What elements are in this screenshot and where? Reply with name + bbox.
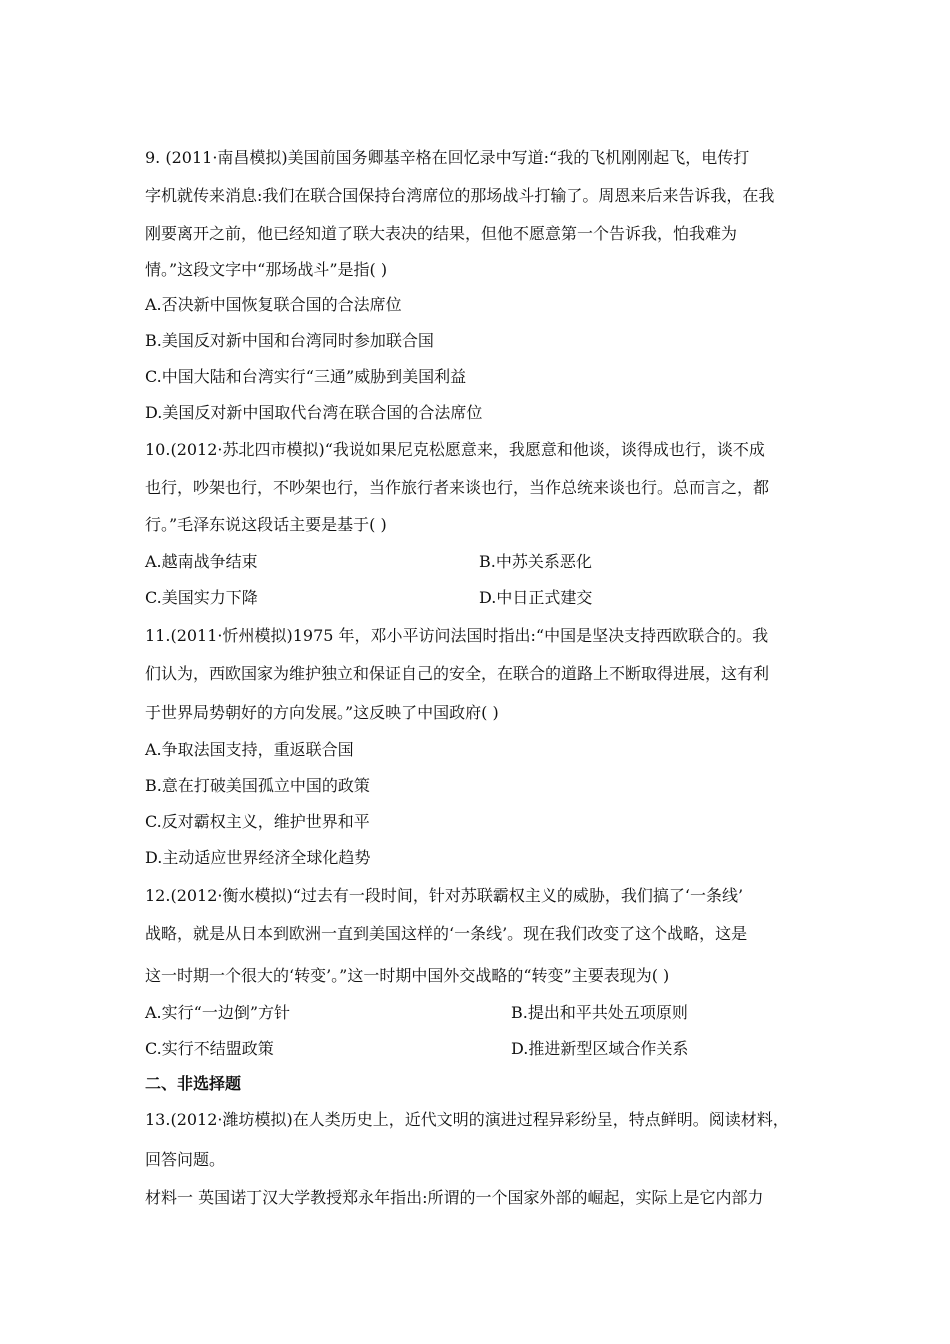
q10-option-a: A.越南战争结束: [145, 552, 258, 571]
q11-stem-line-3: 于世界局势朝好的方向发展。”这反映了中国政府( ): [145, 703, 499, 722]
q9-stem-line-3: 刚要离开之前，他已经知道了联大表决的结果，但他不愿意第一个告诉我，怕我难为: [145, 224, 738, 243]
q10-stem-line-2: 也行，吵架也行，不吵架也行，当作旅行者来谈也行，当作总统来谈也行。总而言之，都: [145, 478, 770, 497]
q12-stem-line-2: 战略，就是从日本到欧洲一直到美国这样的‘一条线’。现在我们改变了这个战略，这是: [145, 924, 748, 943]
q12-option-a: A.实行“一边倒”方针: [145, 1003, 291, 1022]
q11-option-b: B.意在打破美国孤立中国的政策: [145, 776, 370, 795]
q10-option-b: B.中苏关系恶化: [479, 552, 592, 571]
q12-option-d: D.推进新型区域合作关系: [511, 1039, 689, 1058]
q13-stem-line-1: 13.(2012·潍坊模拟)在人类历史上，近代文明的演进过程异彩纷呈，特点鲜明。阅读材料，: [145, 1110, 789, 1129]
q11-option-a: A.争取法国支持，重返联合国: [145, 740, 354, 759]
q11-option-c: C.反对霸权主义，维护世界和平: [145, 812, 370, 831]
q12-stem-line-1: 12.(2012·衡水模拟)“过去有一段时间，针对苏联霸权主义的威胁，我们搞了‘一条线’: [145, 886, 744, 905]
q12-option-c: C.实行不结盟政策: [145, 1039, 274, 1058]
q10-option-d: D.中日正式建交: [479, 588, 593, 607]
section-heading: 二、非选择题: [145, 1074, 242, 1093]
q9-stem-line-4: 情。”这段文字中“那场战斗”是指( ): [145, 260, 388, 279]
q9-stem-line-1: 9. (2011·南昌模拟)美国前国务卿基辛格在回忆录中写道:“我的飞机刚刚起飞，电传打: [145, 148, 750, 167]
q11-stem-line-1: 11.(2011·忻州模拟)1975 年，邓小平访问法国时指出:“中国是坚决支持西欧联合的。我: [145, 626, 769, 645]
q10-option-c: C.美国实力下降: [145, 588, 258, 607]
q11-option-d: D.主动适应世界经济全球化趋势: [145, 848, 371, 867]
q9-option-d: D.美国反对新中国取代台湾在联合国的合法席位: [145, 403, 483, 422]
q9-stem-line-2: 字机就传来消息:我们在联合国保持台湾席位的那场战斗打输了。周恩来后来告诉我，在我: [145, 186, 775, 205]
q12-stem-line-3: 这一时期一个很大的‘转变’。”这一时期中国外交战略的“转变”主要表现为( ): [145, 966, 670, 985]
q13-stem-line-2: 回答问题。: [145, 1150, 226, 1169]
q10-stem-line-1: 10.(2012·苏北四市模拟)“我说如果尼克松愿意来，我愿意和他谈，谈得成也行，谈不成: [145, 440, 765, 459]
q10-stem-line-3: 行。”毛泽东说这段话主要是基于( ): [145, 515, 387, 534]
q9-option-a: A.否决新中国恢复联合国的合法席位: [145, 295, 402, 314]
q11-stem-line-2: 们认为，西欧国家为维护独立和保证自己的安全，在联合的道路上不断取得进展，这有利: [145, 664, 770, 683]
q12-option-b: B.提出和平共处五项原则: [511, 1003, 688, 1022]
q13-material-line-1: 材料一 英国诺丁汉大学教授郑永年指出:所谓的一个国家外部的崛起，实际上是它内部力: [145, 1188, 764, 1207]
q9-option-c: C.中国大陆和台湾实行“三通”威胁到美国利益: [145, 367, 467, 386]
q9-option-b: B.美国反对新中国和台湾同时参加联合国: [145, 331, 434, 350]
